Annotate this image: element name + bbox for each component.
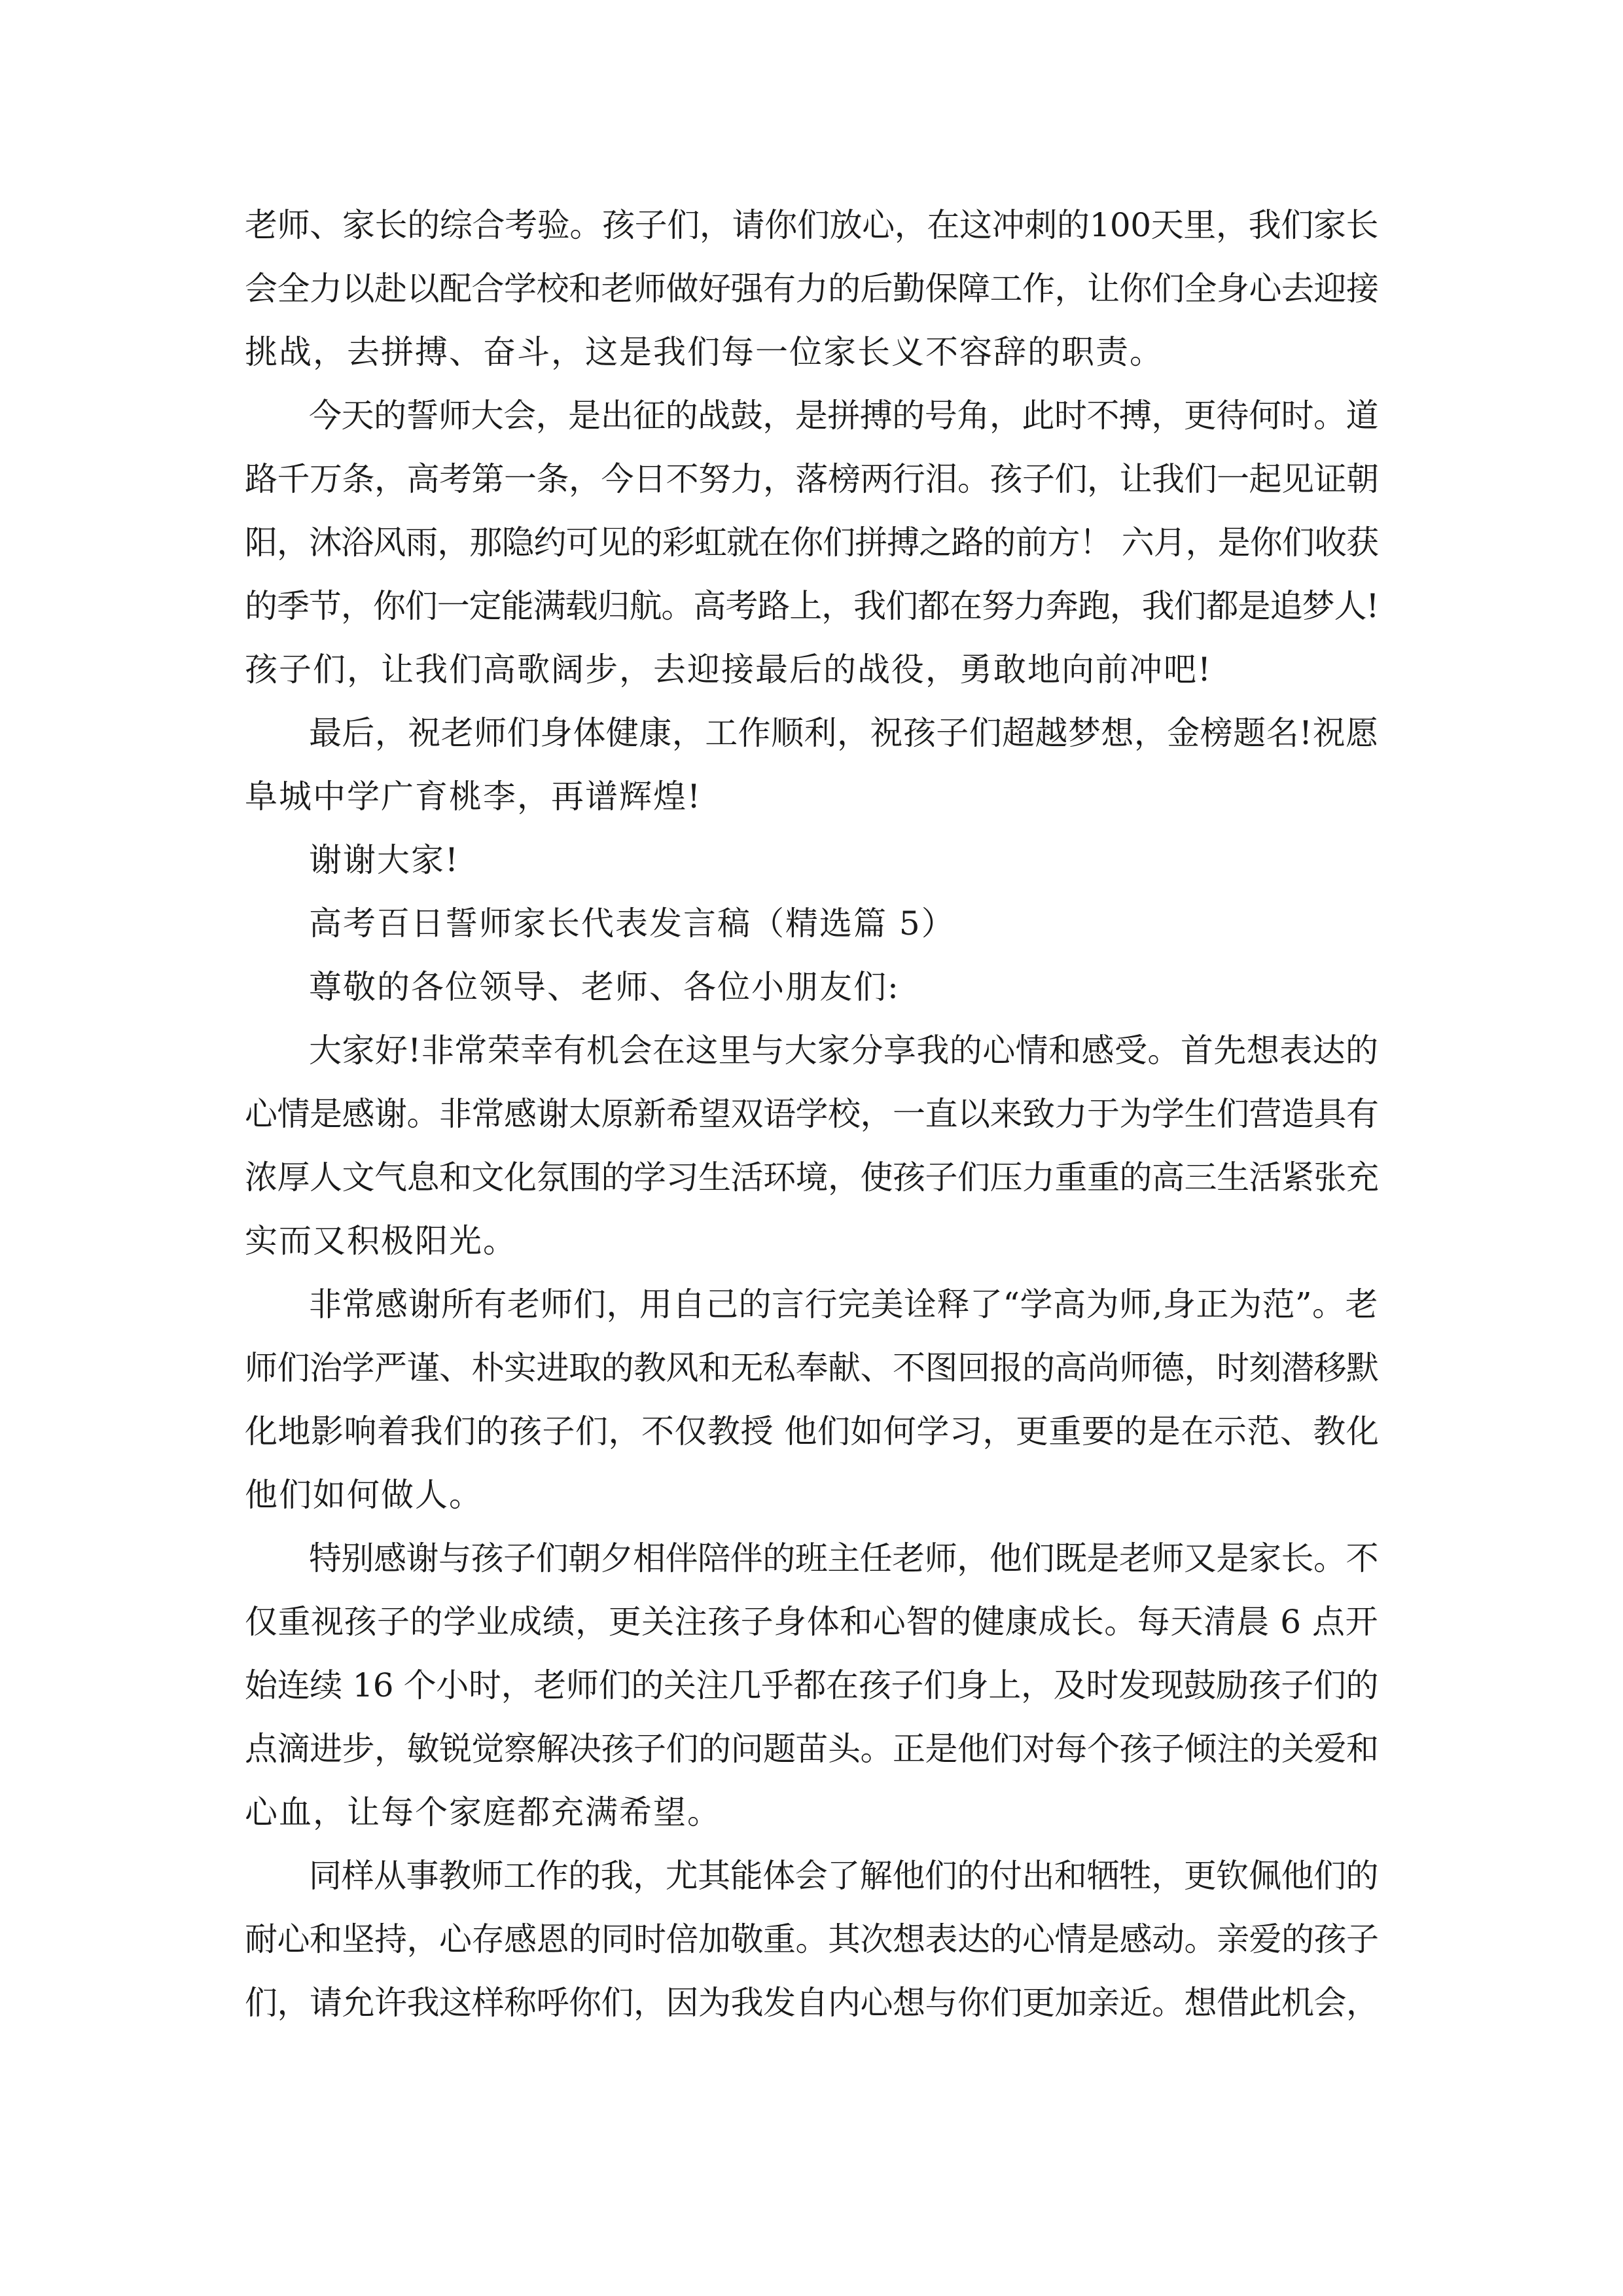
text-line: 非常感谢所有老师们，用自己的言行完美诠释了“学高为师,身正为范”。老 (309, 1285, 1379, 1323)
text-line: 阜城中学广育桃李，再谱辉煌! (245, 778, 702, 816)
text-line: 挑战，去拼搏、奋斗，这是我们每一位家长义不容辞的职责。 (245, 333, 1164, 371)
text-line: 仅重视孩子的学业成绩，更关注孩子身体和心智的健康成长。每天清晨 6 点开 (245, 1603, 1378, 1641)
text-line: 最后，祝老师们身体健康，工作顺利，祝孩子们超越梦想，金榜题名!祝愿 (309, 714, 1378, 752)
text-line: 们，请允许我这样称呼你们，因为我发自内心想与你们更加亲近。想借此机会， (245, 1984, 1379, 2022)
text-line: 实而又积极阳光。 (245, 1222, 517, 1260)
text-line: 心血，让每个家庭都充满希望。 (245, 1793, 721, 1831)
text-line: 师们治学严谨、朴实进取的教风和无私奉献、不图回报的高尚师德，时刻潜移默 (245, 1349, 1379, 1387)
text-line: 的季节，你们一定能满载归航。高考路上，我们都在努力奔跑，我们都是追梦人! (245, 587, 1378, 625)
text-line: 浓厚人文气息和文化氛围的学习生活环境，使孩子们压力重重的高三生活紧张充 (245, 1158, 1379, 1196)
text-line: 他们如何做人。 (245, 1476, 483, 1514)
text-line: 老师、家长的综合考验。孩子们，请你们放心，在这冲刺的100天里，我们家长 (245, 206, 1378, 244)
text-line: 化地影响着我们的孩子们，不仅教授 他们如何学习，更重要的是在示范、教化 (245, 1412, 1380, 1450)
text-line: 心情是感谢。非常感谢太原新希望双语学校，一直以来致力于为学生们营造具有 (245, 1095, 1379, 1133)
text-line: 路千万条，高考第一条，今日不努力，落榜两行泪。孩子们，让我们一起见证朝 (245, 460, 1379, 498)
document-body (245, 194, 1378, 2035)
text-line: 耐心和坚持，心存感恩的同时倍加敬重。其次想表达的心情是感动。亲爱的孩子 (245, 1920, 1379, 1958)
text-line: 会全力以赴以配合学校和老师做好强有力的后勤保障工作，让你们全身心去迎接 (245, 270, 1379, 308)
text-line: 尊敬的各位领导、老师、各位小朋友们: (309, 968, 900, 1006)
text-line: 谢谢大家! (309, 841, 460, 879)
text-line: 今天的誓师大会，是出征的战鼓，是拼搏的号角，此时不搏，更待何时。道 (309, 397, 1378, 435)
text-line: 同样从事教师工作的我，尤其能体会了解他们的付出和牺牲，更钦佩他们的 (309, 1857, 1378, 1895)
text-line: 点滴进步，敏锐觉察解决孩子们的问题苗头。正是他们对每个孩子倾注的关爱和 (245, 1730, 1379, 1768)
text-line: 特别感谢与孩子们朝夕相伴陪伴的班主任老师，他们既是老师又是家长。不 (309, 1539, 1378, 1577)
text-line: 阳，沐浴风雨，那隐约可见的彩虹就在你们拼搏之路的前方！ 六月，是你们收获 (245, 524, 1378, 562)
text-line: 孩子们，让我们高歌阔步，去迎接最后的战役，勇敢地向前冲吧! (245, 651, 1213, 689)
text-line: 始连续 16 个小时，老师们的关注几乎都在孩子们身上，及时发现鼓励孩子们的 (245, 1666, 1378, 1704)
text-line: 大家好!非常荣幸有机会在这里与大家分享我的心情和感受。首先想表达的 (309, 1031, 1378, 1069)
text-line: 高考百日誓师家长代表发言稿（精选篇 5） (309, 905, 955, 942)
